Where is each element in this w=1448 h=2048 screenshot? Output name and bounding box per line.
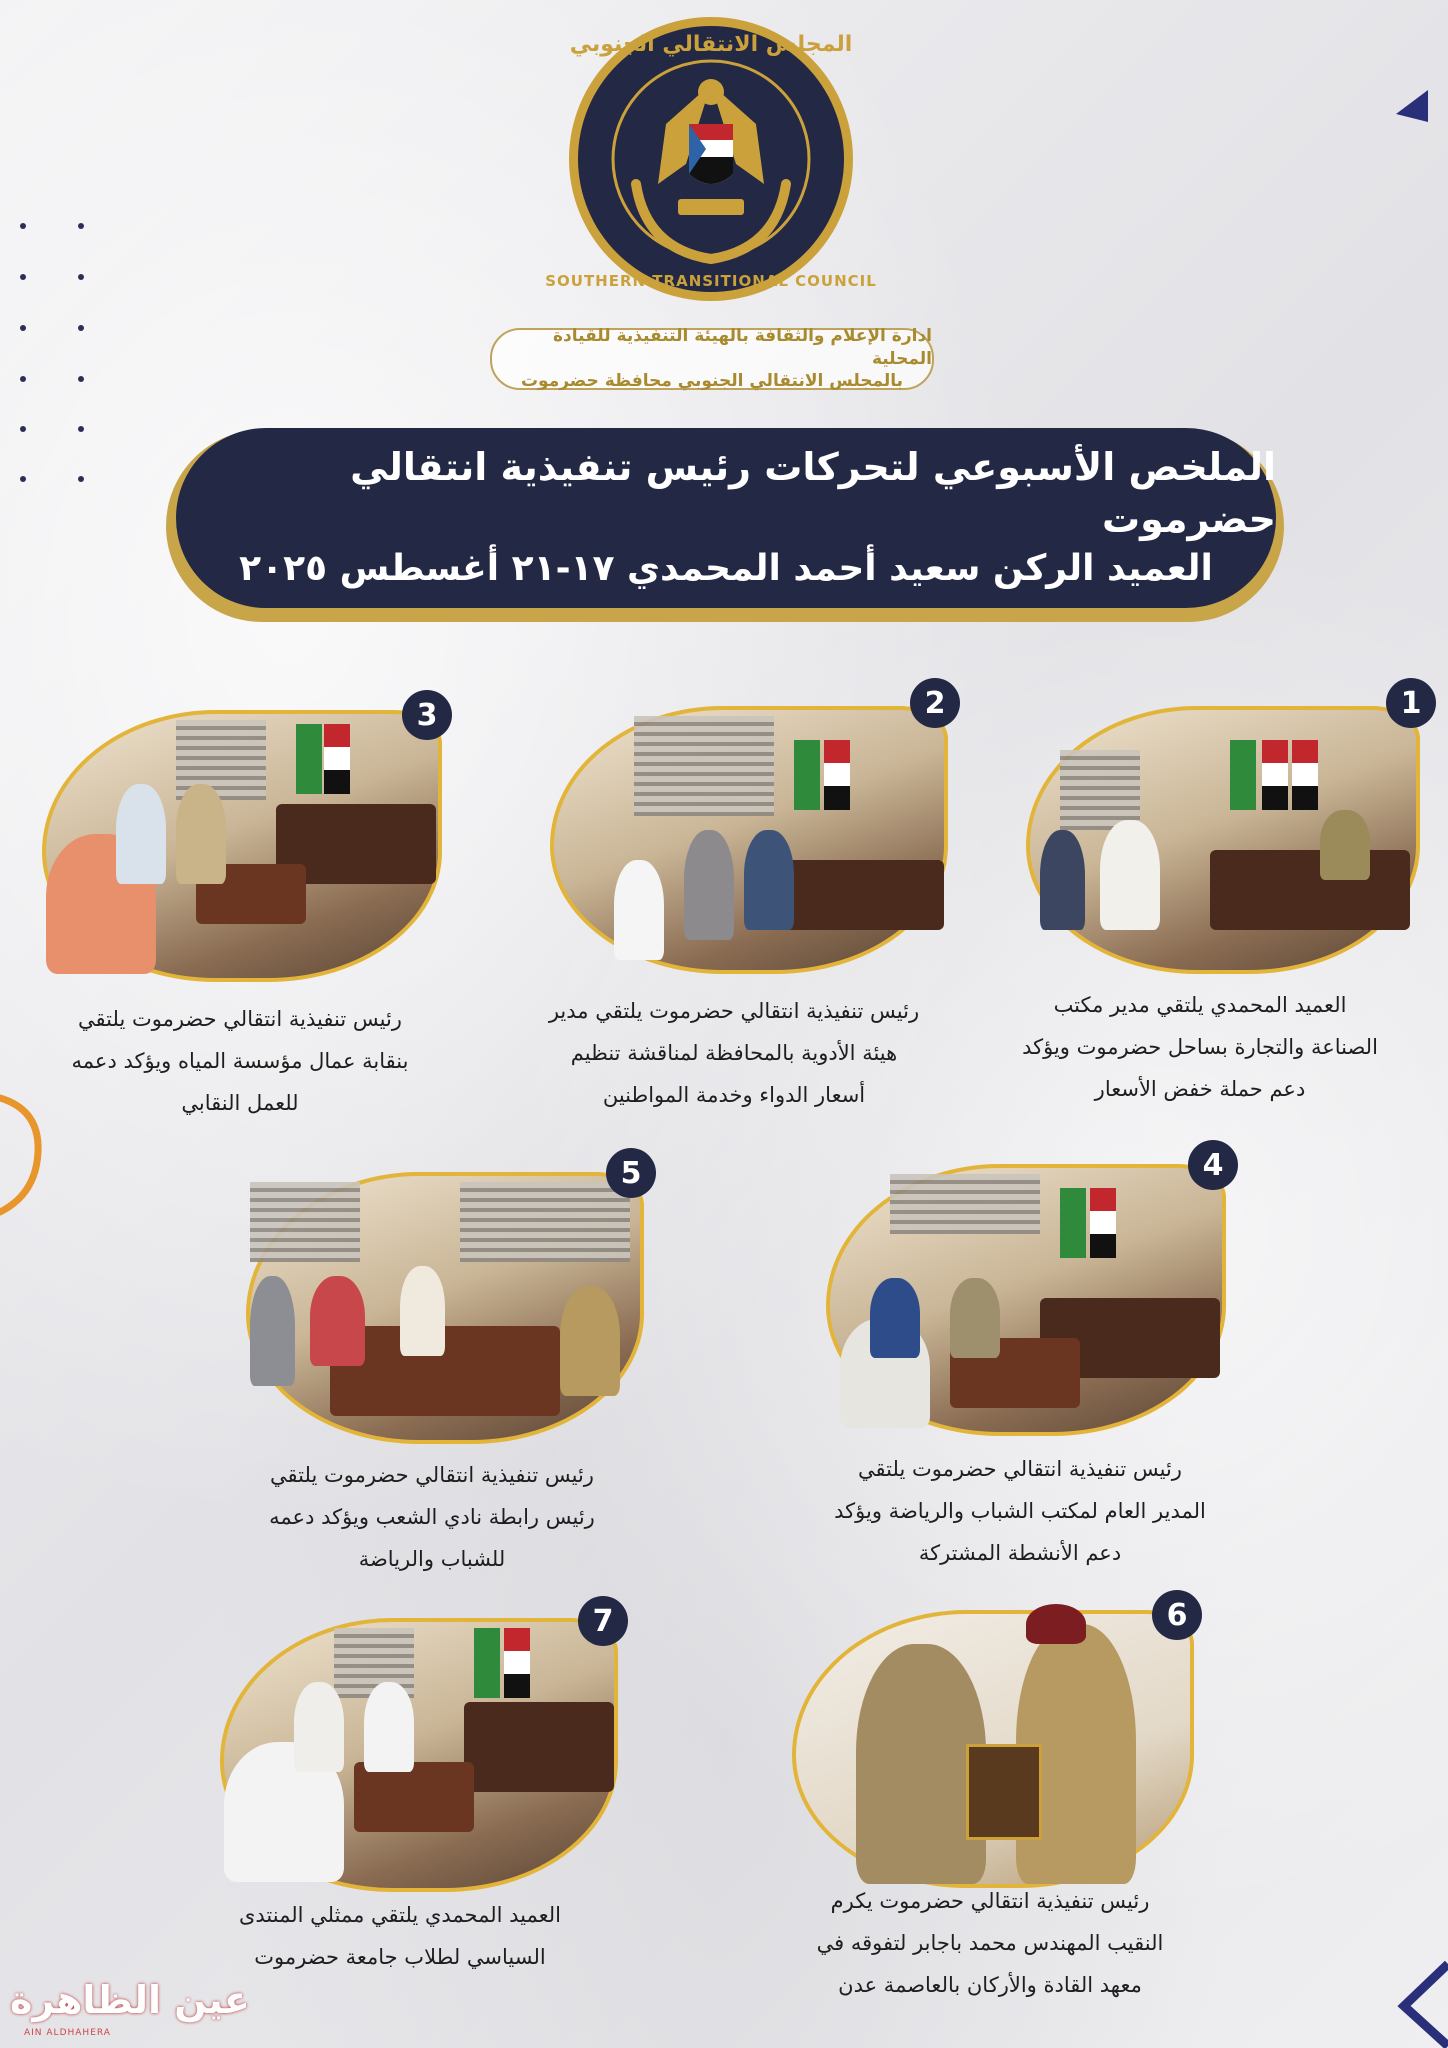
emblem-english-text: SOUTHERN TRANSITIONAL COUNCIL — [545, 272, 877, 290]
photo-item-2 — [550, 706, 948, 974]
caption-item-3 — [20, 998, 460, 1124]
caption-line: بنقابة عمال مؤسسة المياه ويؤكد دعمه — [71, 1049, 409, 1073]
headline-banner — [176, 428, 1276, 608]
watermark-subtext: AIN ALDHAHERA — [24, 2028, 111, 2038]
caption-line: معهد القادة والأركان بالعاصمة عدن — [838, 1973, 1142, 1997]
photo-item-6 — [792, 1610, 1194, 1888]
item-number-5: 5 — [606, 1148, 656, 1198]
item-number-1: 1 — [1386, 678, 1436, 728]
caption-line: رئيس تنفيذية انتقالي حضرموت يلتقي مدير — [548, 999, 920, 1023]
photo-item-7 — [220, 1618, 618, 1892]
watermark-logo: عين الظاهرة — [10, 1978, 250, 2022]
photo-item-3 — [42, 710, 442, 982]
item-number-7: 7 — [578, 1596, 628, 1646]
emblem-arabic-text: المجلس الانتقالي الجنوبي — [569, 32, 853, 57]
caption-item-2 — [514, 990, 954, 1116]
photo-item-1 — [1026, 706, 1420, 974]
caption-line: أسعار الدواء وخدمة المواطنين — [602, 1083, 866, 1107]
caption-line: رئيس تنفيذية انتقالي حضرموت يلتقي — [78, 1007, 402, 1031]
caption-line: دعم الأنشطة المشتركة — [918, 1541, 1122, 1565]
caption-line: المدير العام لمكتب الشباب والرياضة ويؤكد — [834, 1499, 1206, 1523]
department-subtitle — [490, 325, 934, 392]
caption-line: العميد المحمدي يلتقي ممثلي المنتدى — [238, 1903, 562, 1927]
caption-line: دعم حملة خفض الأسعار — [1094, 1077, 1306, 1101]
caption-item-7 — [180, 1894, 620, 1978]
caption-line: رئيس تنفيذية انتقالي حضرموت يلتقي — [858, 1457, 1182, 1481]
caption-item-4 — [790, 1448, 1250, 1574]
caption-line: هيئة الأدوية بالمحافظة لمناقشة تنظيم — [570, 1041, 898, 1065]
department-line-1: ادارة الإعلام والثقافة بالهيئة التنفيذية للقيادة المحلية — [552, 325, 932, 369]
chevron-decoration-icon — [1396, 1960, 1448, 2048]
caption-line: الصناعة والتجارة بساحل حضرموت ويؤكد — [1022, 1035, 1378, 1059]
caption-item-1 — [1000, 984, 1400, 1110]
triangle-decoration-icon — [1394, 88, 1430, 124]
caption-line: النقيب المهندس محمد باجابر لتفوقه في — [816, 1931, 1164, 1955]
item-number-6: 6 — [1152, 1590, 1202, 1640]
item-number-4: 4 — [1188, 1140, 1238, 1190]
item-number-3: 3 — [402, 690, 452, 740]
caption-line: رئيس تنفيذية انتقالي حضرموت يكرم — [830, 1889, 1150, 1913]
banner-title: الملخص الأسبوعي لتحركات رئيس تنفيذية انتقالي حضرموت — [350, 445, 1276, 541]
photo-item-4 — [826, 1164, 1226, 1436]
item-number-2: 2 — [910, 678, 960, 728]
caption-line: رئيس رابطة نادي الشعب ويؤكد دعمه — [269, 1505, 595, 1529]
caption-item-6 — [760, 1880, 1220, 2006]
banner-subtitle: العميد الركن سعيد أحمد المحمدي ١٧-٢١ أغسطس ٢٠٢٥ — [239, 548, 1213, 589]
caption-line: رئيس تنفيذية انتقالي حضرموت يلتقي — [270, 1463, 594, 1487]
caption-line: للعمل النقابي — [181, 1091, 299, 1115]
caption-line: السياسي لطلاب جامعة حضرموت — [254, 1945, 546, 1969]
caption-line: العميد المحمدي يلتقي مدير مكتب — [1053, 993, 1347, 1017]
photo-item-5 — [246, 1172, 644, 1444]
council-emblem-logo — [545, 14, 877, 304]
department-line-2: بالمجلس الانتقالي الجنوبي محافظة حضرموت — [520, 371, 904, 392]
caption-item-5 — [212, 1454, 652, 1580]
caption-line: للشباب والرياضة — [358, 1547, 506, 1571]
